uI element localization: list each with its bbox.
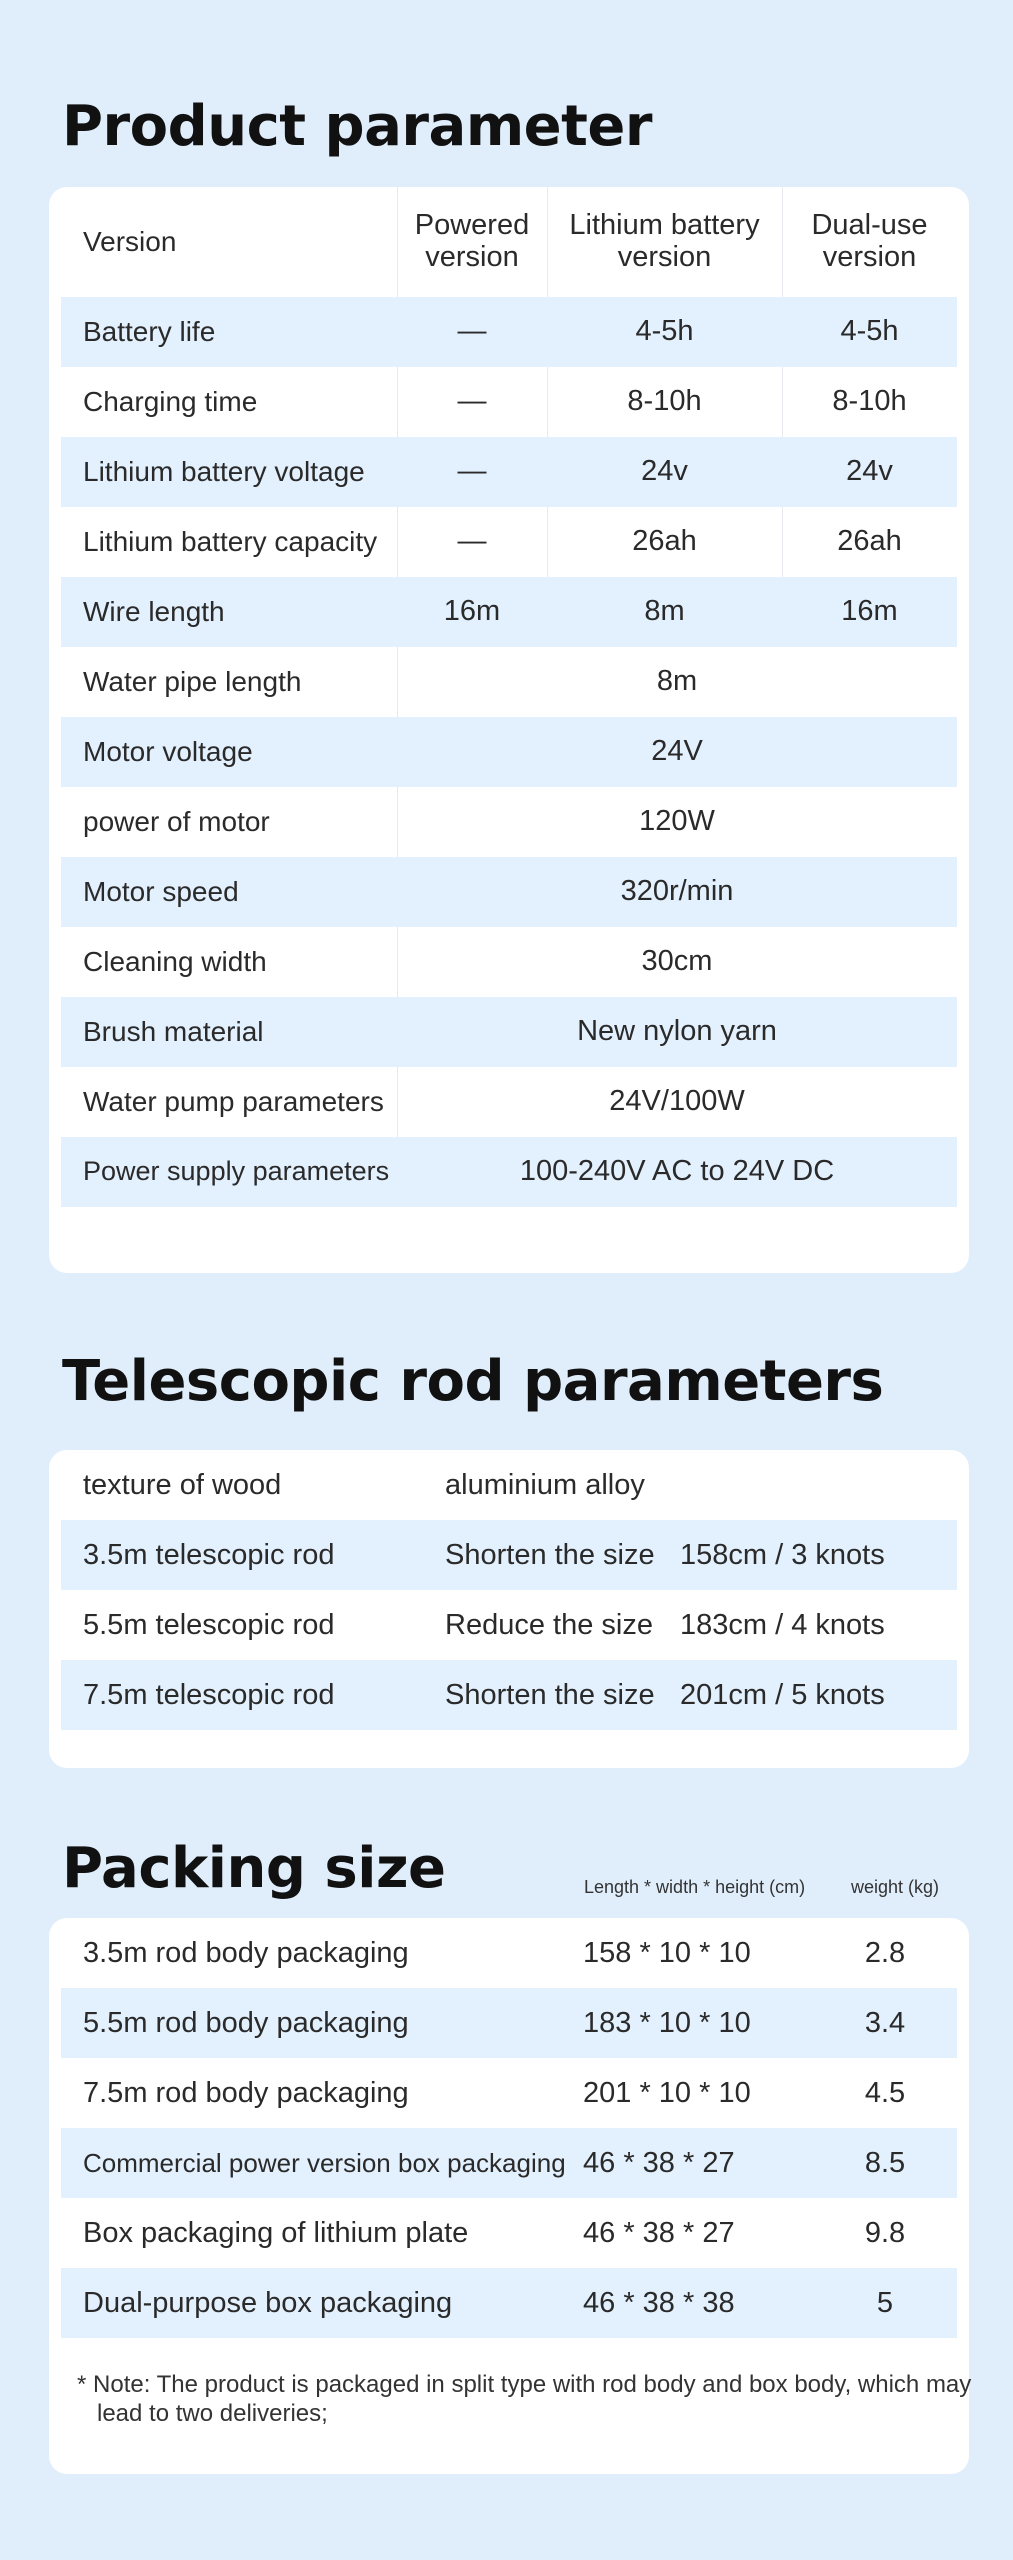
dimensions-value: 46 * 38 * 27 bbox=[583, 2146, 735, 2179]
material-value: aluminium alloy bbox=[445, 1468, 645, 1501]
product-parameter-table bbox=[61, 187, 957, 1207]
table-row bbox=[61, 2058, 957, 2128]
table-row bbox=[61, 857, 957, 927]
lithium-value: 8-10h bbox=[627, 385, 702, 418]
dimensions-value: 46 * 38 * 27 bbox=[583, 2216, 735, 2249]
table-row bbox=[61, 1590, 957, 1660]
dual-use-value: 8-10h bbox=[832, 385, 907, 418]
powered-value: — bbox=[457, 315, 487, 348]
shared-value: 120W bbox=[639, 805, 715, 838]
lithium-value: 26ah bbox=[632, 525, 697, 558]
row-label: Power supply parameters bbox=[83, 1156, 390, 1187]
powered-value: 16m bbox=[443, 595, 501, 628]
shared-value: 24V/100W bbox=[609, 1085, 745, 1118]
powered-value: — bbox=[457, 385, 487, 418]
row-label: 5.5m telescopic rod bbox=[83, 1608, 335, 1641]
row-label: Wire length bbox=[83, 595, 225, 627]
size-value: 201cm / 5 knots bbox=[680, 1678, 885, 1711]
size-value: 183cm / 4 knots bbox=[680, 1608, 885, 1641]
table-row bbox=[61, 2128, 957, 2198]
table-row bbox=[61, 1067, 957, 1137]
size-label: Shorten the size bbox=[445, 1678, 655, 1711]
packing-size-title: Packing size bbox=[62, 1836, 446, 1901]
header-powered-version: Powered version bbox=[414, 209, 530, 273]
table-row bbox=[61, 2268, 957, 2338]
row-label: Box packaging of lithium plate bbox=[83, 2216, 469, 2249]
row-label: Dual-purpose box packaging bbox=[83, 2286, 453, 2319]
table-row bbox=[61, 997, 957, 1067]
row-label: 5.5m rod body packaging bbox=[83, 2006, 409, 2039]
telescopic-rod-card bbox=[49, 1450, 969, 1768]
row-label: Charging time bbox=[83, 385, 258, 417]
shared-value: 8m bbox=[656, 665, 698, 698]
row-label: Lithium battery voltage bbox=[83, 455, 365, 487]
row-label: Commercial power version box packaging bbox=[83, 2147, 566, 2178]
weight-value: 5 bbox=[876, 2286, 894, 2319]
row-label: 3.5m rod body packaging bbox=[83, 1936, 409, 1969]
table-row bbox=[61, 1660, 957, 1730]
size-label: Reduce the size bbox=[445, 1608, 653, 1641]
shared-value: 30cm bbox=[641, 945, 713, 978]
row-label: texture of wood bbox=[83, 1468, 282, 1501]
packing-size-card bbox=[49, 1918, 972, 2474]
row-label: 3.5m telescopic rod bbox=[83, 1538, 335, 1571]
table-row bbox=[61, 1137, 957, 1207]
table-row bbox=[61, 437, 957, 507]
table-row bbox=[61, 1918, 957, 1988]
table-row bbox=[61, 1520, 957, 1590]
dimensions-value: 183 * 10 * 10 bbox=[583, 2006, 751, 2039]
weight-value: 4.5 bbox=[864, 2076, 906, 2109]
shared-value: 24V bbox=[651, 735, 703, 768]
table-row bbox=[61, 927, 957, 997]
lithium-value: 24v bbox=[641, 455, 688, 488]
product-parameter-title: Product parameter bbox=[62, 94, 653, 159]
row-label: 7.5m rod body packaging bbox=[83, 2076, 409, 2109]
dual-use-value: 26ah bbox=[837, 525, 902, 558]
dual-use-value: 24v bbox=[846, 455, 893, 488]
weight-value: 3.4 bbox=[864, 2006, 906, 2039]
dimensions-column-header: Length * width * height (cm) bbox=[584, 1877, 806, 1897]
table-row bbox=[61, 577, 957, 647]
dimensions-value: 46 * 38 * 38 bbox=[583, 2286, 735, 2319]
table-row bbox=[61, 717, 957, 787]
row-label: Cleaning width bbox=[83, 945, 267, 977]
header-lithium-battery-version: Lithium battery version bbox=[569, 209, 760, 273]
weight-column-header: weight (kg) bbox=[851, 1877, 940, 1897]
powered-value: — bbox=[457, 525, 487, 558]
row-label: Water pump parameters bbox=[83, 1085, 384, 1117]
table-row bbox=[61, 1450, 957, 1520]
table-row bbox=[61, 647, 957, 717]
dimensions-value: 158 * 10 * 10 bbox=[583, 1936, 751, 1969]
packaging-note: * Note: The product is packaged in split type with rod body and box body, which may lead to two deliveries; bbox=[77, 2371, 972, 2427]
table-row bbox=[61, 507, 957, 577]
row-label: 7.5m telescopic rod bbox=[83, 1678, 335, 1711]
table-row bbox=[61, 367, 957, 437]
product-parameter-card bbox=[49, 187, 969, 1273]
dual-use-value: 16m bbox=[841, 595, 898, 628]
lithium-value: 4-5h bbox=[635, 315, 694, 348]
table-row bbox=[61, 2198, 957, 2268]
header-version: Version bbox=[83, 225, 177, 257]
shared-value: 320r/min bbox=[620, 875, 734, 908]
table-header-row bbox=[61, 187, 957, 297]
powered-value: — bbox=[457, 455, 487, 488]
lithium-value: 8m bbox=[644, 595, 685, 628]
row-label: power of motor bbox=[83, 805, 270, 837]
row-label: Motor voltage bbox=[83, 735, 253, 767]
row-label: Battery life bbox=[83, 315, 216, 347]
dual-use-value: 4-5h bbox=[840, 315, 899, 348]
packing-size-table bbox=[61, 1918, 957, 2338]
row-label: Lithium battery capacity bbox=[83, 525, 378, 557]
row-label: Brush material bbox=[83, 1015, 264, 1047]
table-row bbox=[61, 787, 957, 857]
shared-value: New nylon yarn bbox=[577, 1015, 777, 1048]
dimensions-value: 201 * 10 * 10 bbox=[583, 2076, 751, 2109]
header-dual-use-version: Dual-use version bbox=[811, 209, 928, 273]
row-label: Water pipe length bbox=[83, 665, 302, 697]
size-label: Shorten the size bbox=[445, 1538, 655, 1571]
weight-value: 8.5 bbox=[864, 2146, 906, 2179]
table-row bbox=[61, 297, 957, 367]
weight-value: 9.8 bbox=[864, 2216, 906, 2249]
telescopic-rod-title: Telescopic rod parameters bbox=[62, 1349, 884, 1414]
weight-value: 2.8 bbox=[864, 1936, 906, 1969]
table-row bbox=[61, 1988, 957, 2058]
size-value: 158cm / 3 knots bbox=[680, 1538, 885, 1571]
telescopic-rod-table bbox=[61, 1450, 957, 1730]
shared-value: 100-240V AC to 24V DC bbox=[519, 1155, 835, 1188]
row-label: Motor speed bbox=[83, 875, 239, 907]
